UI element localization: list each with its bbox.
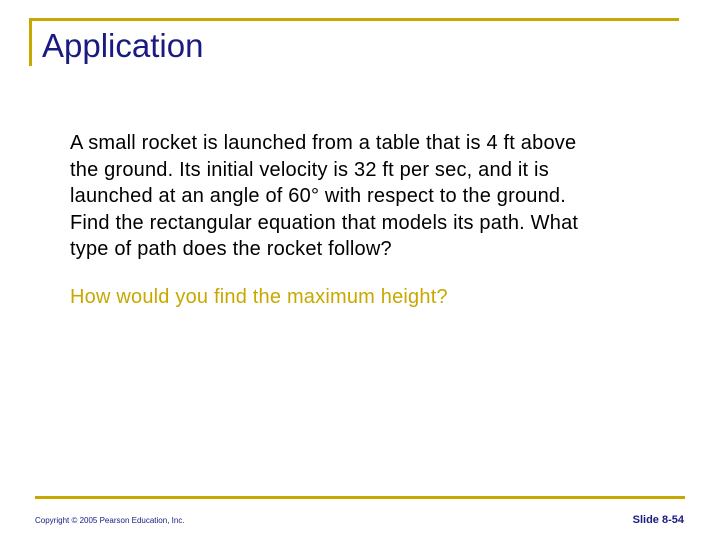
title-accent-vertical-bar: [29, 18, 32, 66]
problem-line: Find the rectangular equation that models its path. What: [70, 211, 579, 234]
problem-text: [70, 130, 680, 263]
follow-up-question: How would you find the maximum height?: [70, 286, 448, 308]
problem-line: the ground. Its initial velocity is 32 ft per sec, and it is: [70, 158, 549, 181]
problem-line: A small rocket is launched from a table that is 4 ft above: [70, 132, 577, 154]
problem-line: type of path does the rocket follow?: [70, 238, 392, 260]
problem-line: launched at an angle of 60° with respect to the ground.: [70, 185, 566, 207]
copyright-text: Copyright © 2005 Pearson Education, Inc.: [35, 516, 185, 525]
title-accent-horizontal-bar: [29, 18, 679, 21]
slide-number: Slide 8-54: [632, 514, 684, 526]
slide-title: Application: [42, 27, 204, 64]
footer-divider: [35, 496, 685, 499]
